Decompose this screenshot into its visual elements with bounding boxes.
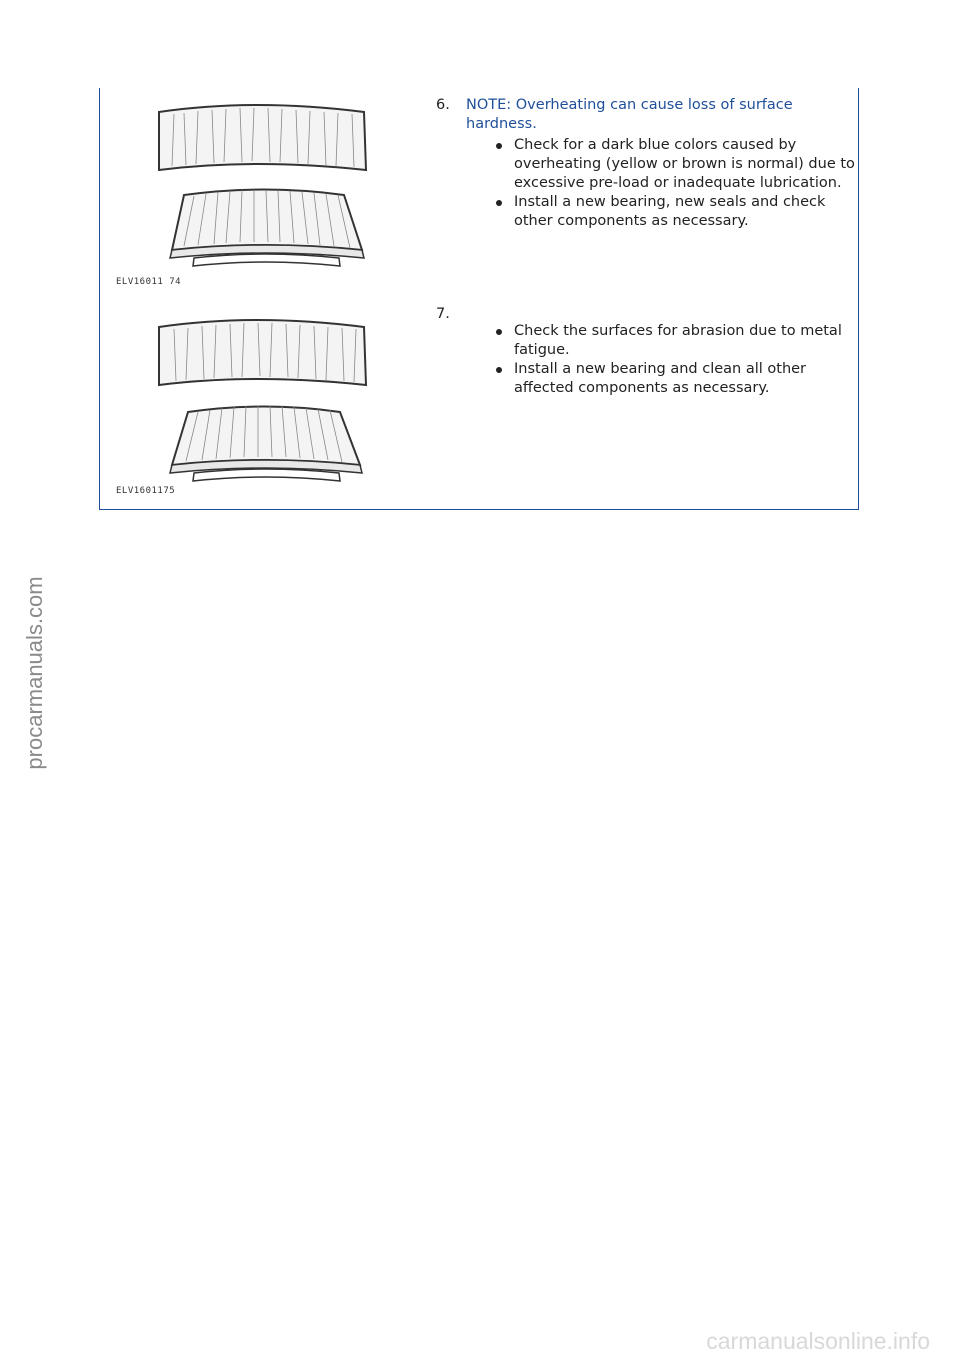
bullet-icon bbox=[496, 200, 502, 206]
note-overheating: NOTE: Overheating can cause loss of surface hardness. bbox=[466, 97, 793, 132]
step-number-7: 7. bbox=[436, 306, 450, 322]
side-watermark: procarmanuals.com bbox=[22, 576, 47, 770]
bullet-icon bbox=[496, 329, 502, 335]
procedure-panel bbox=[99, 88, 859, 510]
figure-caption-1: ELV16011 74 bbox=[116, 277, 182, 287]
list-item: Check the surfaces for abrasion due to metal fatigue. bbox=[466, 322, 856, 360]
list-item: Install a new bearing and clean all other affected components as necessary. bbox=[466, 360, 856, 398]
bearing-figure-2 bbox=[114, 315, 384, 515]
list-item: Check for a dark blue colors caused by overheating (yellow or brown is normal) due to excessive pre-load or inadequate lubrication. bbox=[466, 136, 856, 193]
bullet-icon bbox=[496, 143, 502, 149]
list-item: Install a new bearing, new seals and check other components as necessary. bbox=[466, 193, 856, 231]
bearing-figure-1 bbox=[114, 100, 384, 300]
step-6-bullets bbox=[466, 136, 856, 231]
footer-watermark: carmanualsonline.info bbox=[706, 1328, 930, 1354]
figure-caption-2: ELV1601175 bbox=[116, 486, 176, 496]
bullet-icon bbox=[496, 367, 502, 373]
bearing-illustration-2 bbox=[114, 315, 384, 515]
step-number-6: 6. bbox=[436, 97, 450, 113]
bearing-illustration-1 bbox=[114, 100, 384, 300]
step-7-bullets bbox=[466, 322, 856, 398]
